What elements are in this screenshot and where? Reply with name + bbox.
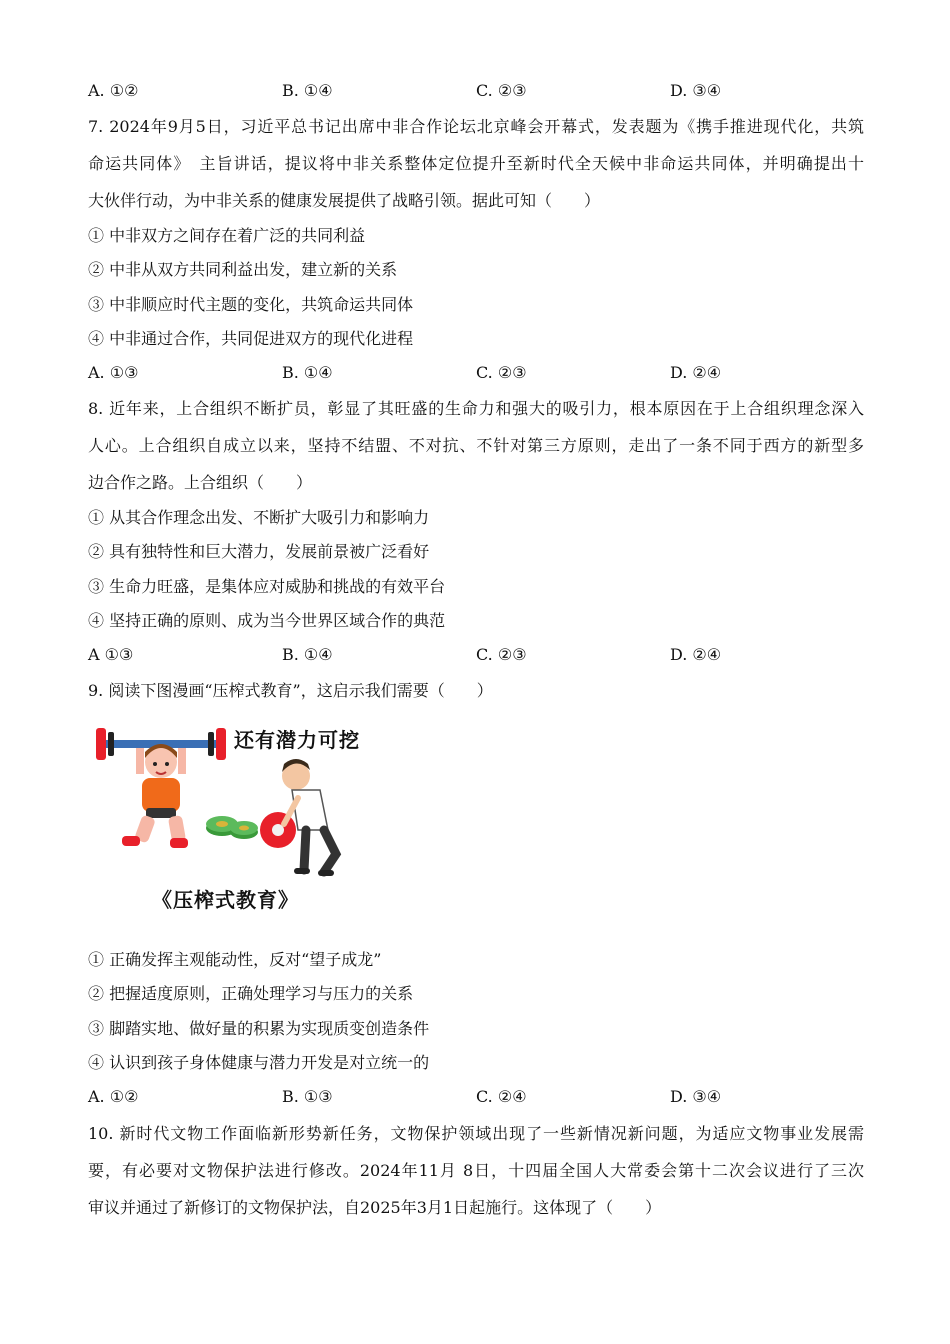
weight-plate-left <box>96 728 106 760</box>
child-weightlifter-figure <box>122 744 188 848</box>
choice-a[interactable]: A. ①③ <box>88 363 139 382</box>
q6-choices <box>88 80 864 102</box>
q7-option-2: ② 中非从双方共同利益出发，建立新的关系 <box>88 260 398 279</box>
q10-stem-line-2: 要，有必要对文物保护法进行修改。2024年11月 8日，十四届全国人大常委会第十二次会议进行了三次 <box>88 1161 864 1180</box>
choice-a[interactable]: A. ①② <box>88 81 139 100</box>
cartoon-caption: 《压榨式教育》 <box>152 888 299 912</box>
choice-d[interactable]: D. ②④ <box>670 645 722 664</box>
q7-stem-line-1: 7. 2024年9月5日，习近平总书记出席中非合作论坛北京峰会开幕式，发表题为《携手推进现代化，共筑 <box>88 117 864 136</box>
q9-stem: 9. 阅读下图漫画“压榨式教育”，这启示我们需要（ ） <box>88 681 493 700</box>
weight-plate-right <box>216 728 226 760</box>
q9-option-1: ① 正确发挥主观能动性，反对“望子成龙” <box>88 950 382 969</box>
q8-option-3: ③ 生命力旺盛，是集体应对威胁和挑战的有效平台 <box>88 577 446 596</box>
choice-b[interactable]: B. ①③ <box>282 1087 333 1106</box>
q7-option-4: ④ 中非通过合作，共同促进双方的现代化进程 <box>88 329 414 348</box>
stacked-small-plates <box>206 816 258 839</box>
adult-man-figure <box>282 759 336 876</box>
q7-option-3: ③ 中非顺应时代主题的变化，共筑命运共同体 <box>88 295 414 314</box>
q9-option-4: ④ 认识到孩子身体健康与潜力开发是对立统一的 <box>88 1053 430 1072</box>
q7-choices <box>88 362 864 384</box>
choice-b[interactable]: B. ①④ <box>282 81 333 100</box>
choice-a[interactable]: A. ①② <box>88 1087 139 1106</box>
q7-stem-line-2: 命运共同体》 主旨讲话，提议将中非关系整体定位提升至新时代全天候中非命运共同体，并明确提出十 <box>88 154 864 173</box>
q10-stem-line-1: 10. 新时代文物工作面临新形势新任务，文物保护领域出现了一些新情况新问题，为适应文物事业发展需 <box>88 1124 864 1143</box>
q10-stem-line-3: 审议并通过了新修订的文物保护法，自2025年3月1日起施行。这体现了（ ） <box>88 1198 662 1217</box>
q8-choices <box>88 644 864 666</box>
choice-d[interactable]: D. ③④ <box>670 1087 722 1106</box>
q9-choices <box>88 1086 864 1108</box>
q8-option-2: ② 具有独特性和巨大潜力，发展前景被广泛看好 <box>88 542 430 561</box>
choice-b[interactable]: B. ①④ <box>282 363 333 382</box>
q9-option-2: ② 把握适度原则，正确处理学习与压力的关系 <box>88 984 414 1003</box>
q8-stem-line-1: 8. 近年来，上合组织不断扩员，彰显了其旺盛的生命力和强大的吸引力，根本原因在于上合组织理念深入 <box>88 399 864 418</box>
choice-b[interactable]: B. ①④ <box>282 645 333 664</box>
choice-c[interactable]: C. ②③ <box>476 363 527 382</box>
choice-a[interactable]: A ①③ <box>88 645 134 664</box>
choice-c[interactable]: C. ②③ <box>476 81 527 100</box>
q8-stem-line-3: 边合作之路。上合组织（ ） <box>88 473 313 492</box>
q9-option-3: ③ 脚踏实地、做好量的积累为实现质变创造条件 <box>88 1019 430 1038</box>
choice-d[interactable]: D. ②④ <box>670 363 722 382</box>
q8-option-4: ④ 坚持正确的原则、成为当今世界区域合作的典范 <box>88 611 446 630</box>
q8-option-1: ① 从其合作理念出发、不断扩大吸引力和影响力 <box>88 508 430 527</box>
choice-c[interactable]: C. ②④ <box>476 1087 527 1106</box>
choice-d[interactable]: D. ③④ <box>670 81 722 100</box>
cartoon-title: 还有潜力可挖 <box>234 728 360 752</box>
q8-stem-line-2: 人心。上合组织自成立以来，坚持不结盟、不对抗、不针对第三方原则，走出了一条不同于西方的新型多 <box>88 436 864 455</box>
q7-option-1: ① 中非双方之间存在着广泛的共同利益 <box>88 226 366 245</box>
choice-c[interactable]: C. ②③ <box>476 645 527 664</box>
q7-stem-line-3: 大伙伴行动，为中非关系的健康发展提供了战略引领。据此可知（ ） <box>88 191 601 210</box>
